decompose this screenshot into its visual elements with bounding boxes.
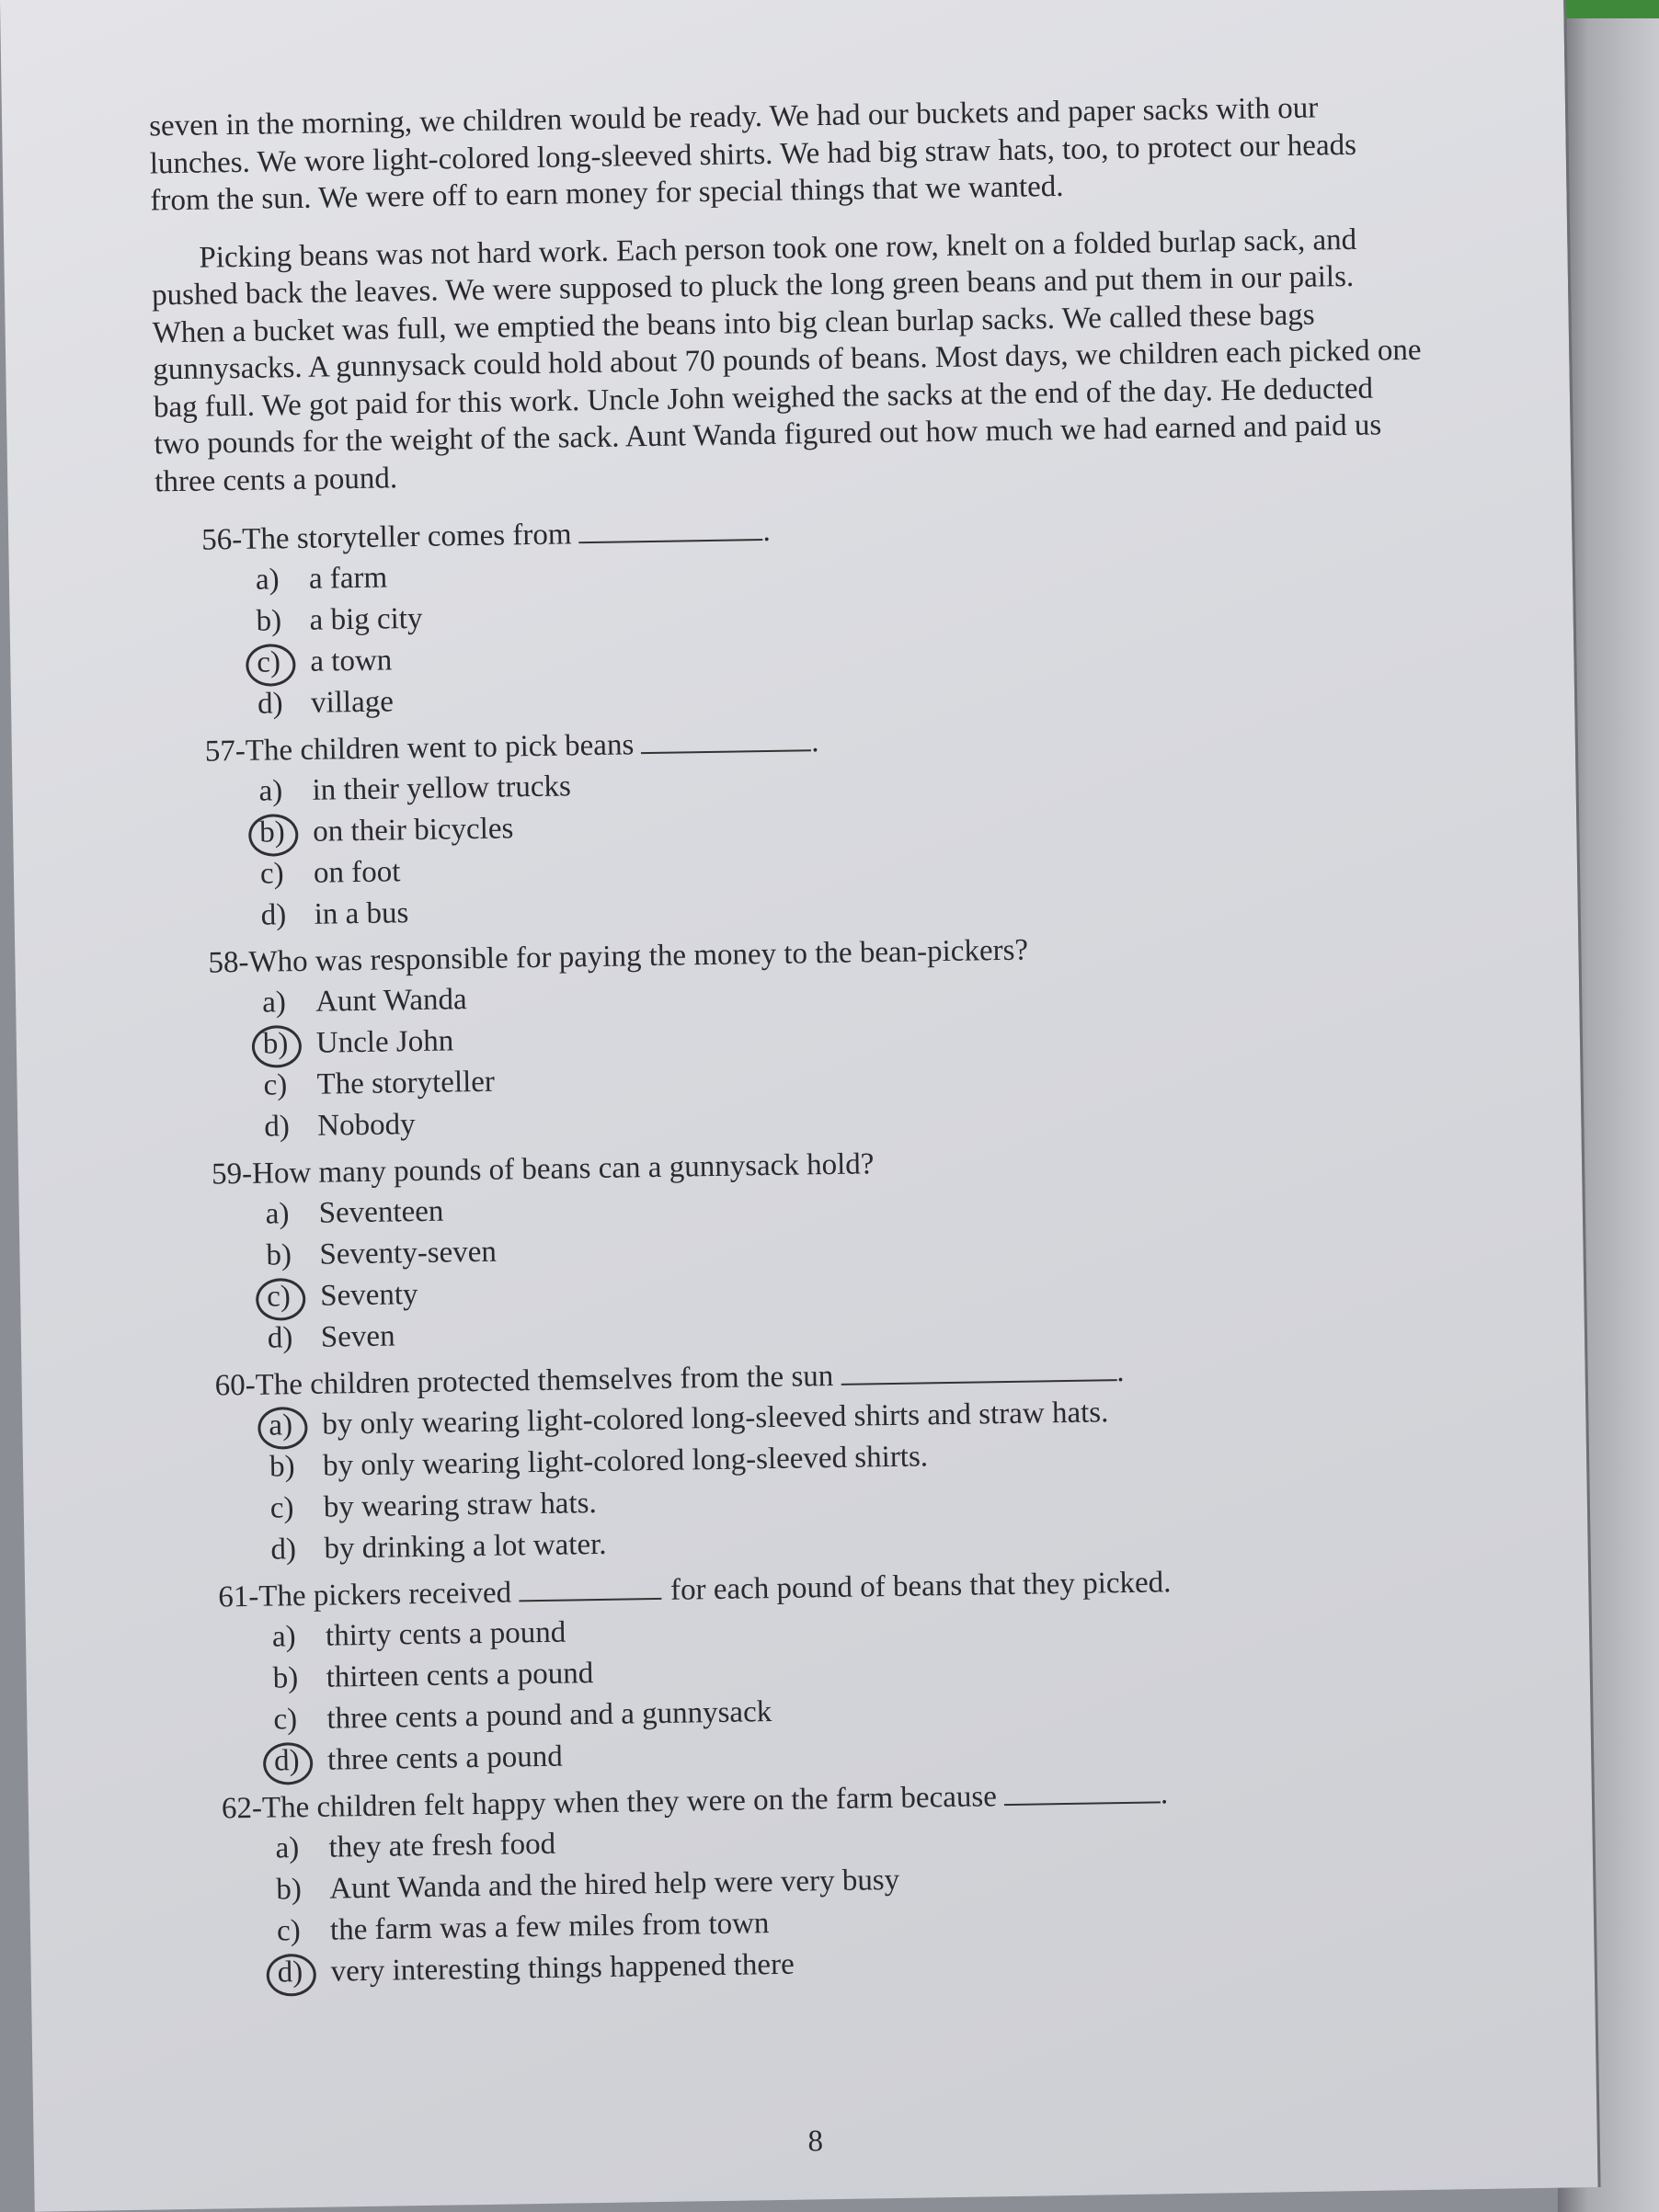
option-letter (260, 895, 315, 937)
option-letter (264, 1106, 318, 1148)
pen-circle-mark (252, 1025, 303, 1068)
option-list (156, 542, 1428, 727)
option-letter-text: d) (277, 1955, 303, 1990)
option-list (176, 1810, 1447, 1996)
question-number: 61- (218, 1579, 259, 1614)
option-letter (274, 1740, 328, 1783)
option-letter (268, 1317, 322, 1360)
pen-circle-mark (263, 1742, 314, 1785)
answer-blank (641, 724, 811, 754)
answer-blank (1004, 1775, 1161, 1806)
question-text: The pickers received (258, 1576, 512, 1613)
option-text: the farm was a few miles from town (329, 1907, 770, 1947)
question-text: How many pounds of beans can a gunnysack hold? (251, 1147, 875, 1191)
option-letter (262, 982, 316, 1024)
option-text: on their bicycles (312, 812, 514, 849)
option-letter-text: d) (260, 898, 287, 932)
option-text: in a bus (314, 896, 409, 931)
question-number: 56- (200, 522, 243, 557)
question-number: 60- (214, 1368, 256, 1403)
question-text-after-blank: . (762, 514, 772, 549)
option-text: Seven (320, 1319, 395, 1354)
option-list (163, 964, 1435, 1150)
option-letter (276, 1869, 330, 1911)
option-letter-text: d) (257, 687, 283, 721)
option-letter (269, 1488, 324, 1530)
page-number: 8 (807, 2125, 824, 2159)
option-text: by only wearing light-colored long-sleeved shirts. (322, 1440, 929, 1483)
option-letter (265, 1193, 319, 1236)
question-text: The storyteller comes from (241, 518, 572, 556)
option-letter-text: a) (258, 774, 283, 808)
option-letter (272, 1616, 326, 1659)
option-list (166, 1176, 1437, 1362)
passage-paragraph-2: Picking beans was not hard work. Each person took one row, knelt on a folded burlap sack, and pushed back the leaves. We were supposed to pluck the long green beans and put them in our pails. When a bucket was full, we emptied the beans into big clean burlap sacks. We called these bags gunnysacks. A gunnysack could hold about 70 pounds of beans. Most days, we children each picked one bag full. We got paid for this work. Uncle John weighed the sacks at the end of the day. He deducted two pounds for the weight of the sack. Aunt Wanda figured out how much we had earned and paid us three cents a pound. (151, 222, 1422, 498)
pen-circle-mark (257, 1407, 308, 1450)
option-text: Nobody (316, 1108, 416, 1143)
option-letter-text: c) (263, 1068, 288, 1102)
option-letter-text: b) (269, 1450, 295, 1484)
option-letter-text: c) (257, 645, 281, 679)
page-content (149, 88, 1447, 1995)
option-letter (269, 1446, 324, 1488)
option-text: Uncle John (315, 1024, 454, 1060)
question-list (155, 501, 1447, 1995)
option-letter (263, 1065, 317, 1107)
option-text: a farm (308, 561, 388, 596)
option-letter-text: a) (265, 1197, 290, 1231)
option-text: Aunt Wanda (315, 983, 467, 1019)
question-text: The children went to pick beans (245, 728, 635, 768)
option-text: on foot (313, 855, 401, 890)
option-text: a town (310, 644, 393, 678)
option-text: The storyteller (316, 1065, 496, 1101)
option-text: thirty cents a pound (325, 1615, 566, 1653)
option-letter (273, 1699, 327, 1741)
option-letter-text: c) (266, 1280, 292, 1314)
option-letter (272, 1658, 326, 1700)
option-text: very interesting things happened there (330, 1947, 795, 1989)
option-list (159, 753, 1431, 939)
option-letter-text: d) (267, 1321, 293, 1355)
question-5 (172, 1558, 1444, 1784)
answer-blank (578, 513, 762, 543)
option-letter-text: c) (269, 1491, 294, 1525)
option-text: a big city (309, 601, 423, 637)
option-letter-text: d) (270, 1533, 297, 1567)
option-letter (267, 1276, 321, 1318)
option-letter-text: a) (275, 1831, 300, 1865)
option-letter (257, 642, 311, 684)
option-letter-text: b) (256, 604, 282, 638)
pen-circle-mark (248, 814, 299, 857)
question-6 (176, 1770, 1447, 1996)
option-letter (277, 1952, 331, 1994)
option-list (173, 1599, 1445, 1784)
option-text: Seventeen (318, 1194, 444, 1230)
option-letter-text: d) (264, 1110, 291, 1144)
question-number: 62- (221, 1791, 263, 1826)
option-text: three cents a pound (326, 1739, 564, 1777)
option-text: they ate fresh food (328, 1827, 556, 1864)
option-letter-text: d) (273, 1744, 300, 1778)
option-letter (256, 559, 310, 601)
option-text: thirteen cents a pound (326, 1657, 594, 1694)
question-number: 58- (208, 945, 249, 980)
pen-circle-mark (256, 1278, 306, 1321)
question-text-after-blank: . (1160, 1777, 1169, 1811)
option-letter-text: c) (273, 1703, 298, 1737)
question-4 (168, 1347, 1440, 1573)
option-letter-text: b) (258, 815, 286, 849)
option-letter (260, 853, 315, 895)
option-text: Seventy-seven (319, 1235, 498, 1271)
question-2 (162, 924, 1434, 1150)
option-text: three cents a pound and a gunnysack (326, 1695, 772, 1736)
question-number: 59- (211, 1157, 253, 1192)
option-letter-text: a) (271, 1620, 296, 1654)
option-letter-text: b) (272, 1661, 299, 1695)
option-letter (269, 1405, 323, 1447)
option-text: Aunt Wanda and the hired help were very busy (329, 1863, 900, 1906)
question-3 (166, 1135, 1437, 1362)
option-letter (277, 1910, 331, 1953)
answer-blank (841, 1353, 1116, 1385)
option-letter (275, 1828, 329, 1870)
option-text: village (310, 685, 395, 720)
option-text: by wearing straw hats. (323, 1487, 597, 1524)
passage-paragraph-1: seven in the morning, we children would be ready. We had our buckets and paper sacks with our lunches. We wore light-colored long-sleeved shirts. We had big straw hats, too, to protect our heads from the sun. We were off to earn money for special things that we wanted. (148, 91, 1357, 218)
option-text: Seventy (319, 1278, 418, 1313)
option-letter (258, 770, 313, 813)
option-letter (263, 1023, 317, 1066)
question-text: The children protected themselves from the sun (255, 1359, 834, 1402)
question-text: The children felt happy when they were on the farm because (261, 1780, 998, 1825)
question-text-after-blank: . (810, 725, 819, 759)
option-letter-text: b) (266, 1238, 292, 1272)
question-number: 57- (204, 734, 246, 769)
option-letter-text: a) (261, 986, 287, 1020)
question-text: Who was responsible for paying the money to the bean-pickers? (248, 933, 1029, 979)
option-letter-text: c) (259, 857, 284, 891)
answer-blank (519, 1572, 661, 1602)
option-text: in their yellow trucks (312, 770, 572, 807)
option-letter-text: a) (255, 563, 280, 597)
question-text-after-blank: . (1116, 1354, 1125, 1389)
option-letter (266, 1235, 320, 1277)
option-list (169, 1387, 1441, 1573)
option-letter (259, 812, 314, 854)
pen-circle-mark (246, 644, 296, 687)
question-text-after-blank: for each pound of beans that they picked. (669, 1566, 1172, 1607)
option-letter (270, 1529, 325, 1571)
pen-circle-mark (266, 1954, 316, 1997)
option-letter-text: c) (276, 1914, 301, 1948)
question-1 (159, 713, 1431, 939)
option-letter (257, 683, 312, 725)
question-0 (155, 501, 1427, 727)
option-letter-text: b) (276, 1873, 303, 1907)
option-letter (256, 600, 310, 643)
option-text: by drinking a lot water. (324, 1527, 607, 1566)
option-letter-text: a) (269, 1408, 293, 1442)
option-letter-text: b) (262, 1027, 289, 1061)
option-text: by only wearing light-colored long-sleeved shirts and straw hats. (322, 1396, 1109, 1442)
